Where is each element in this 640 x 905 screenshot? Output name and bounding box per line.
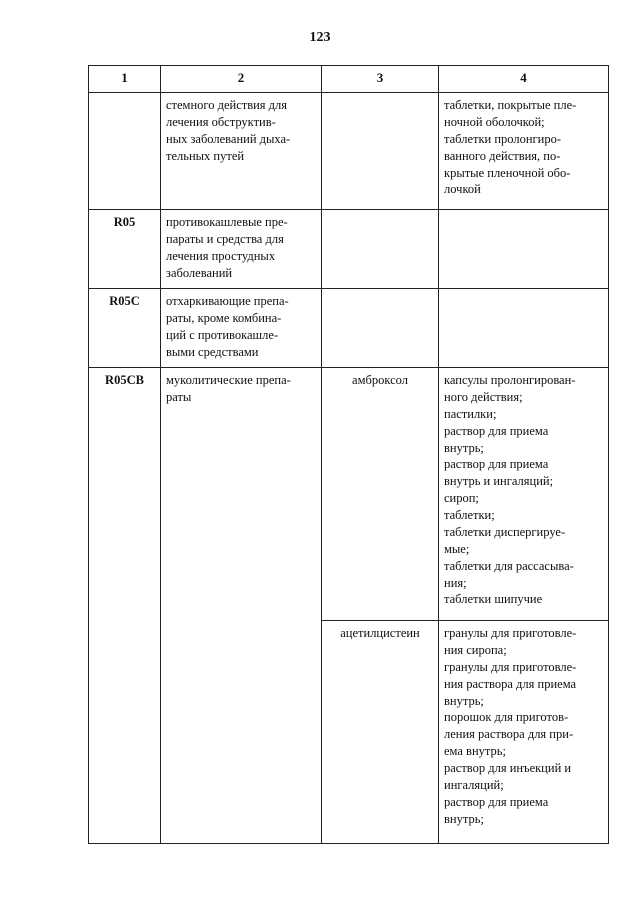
atc-code-cell: R05CB <box>89 368 161 844</box>
column-header-2: 2 <box>161 66 322 93</box>
group-name-cell <box>161 289 322 368</box>
cell-text-line: гранулы для приготовле- <box>444 626 577 640</box>
table-row-r05cb-ambroxol <box>89 368 609 621</box>
inn-cell: ацетилцистеин <box>322 621 439 844</box>
cell-text-line: раты, кроме комбина- <box>166 310 282 325</box>
table-row-continuation <box>89 93 609 210</box>
cell-text-line: ления раствора для при- <box>444 727 574 742</box>
cell-text-line: ема внутрь; <box>444 744 506 759</box>
cell-text-line: заболеваний <box>166 265 233 280</box>
cell-text-line: противокашлевые пре- <box>166 215 288 229</box>
cell-text-line: ния сиропа; <box>444 642 507 657</box>
cell-text-line: лечения обструктив- <box>166 114 276 129</box>
drug-table <box>88 65 609 844</box>
cell-text-line: ций с противокашле- <box>166 327 279 342</box>
cell-text-line: выми средствами <box>166 344 259 359</box>
cell-text-line: лочкой <box>444 182 481 197</box>
atc-code-cell <box>89 93 161 210</box>
cell-text-line: капсулы пролонгирован- <box>444 373 576 387</box>
cell-text-line: таблетки для рассасыва- <box>444 558 574 573</box>
dosage-forms-cell <box>439 93 609 210</box>
group-name-cell <box>161 210 322 289</box>
atc-code-cell: R05C <box>89 289 161 368</box>
cell-text-line: таблетки, покрытые пле- <box>444 98 577 112</box>
table-row-r05 <box>89 210 609 289</box>
cell-text-line: стемного действия для <box>166 98 288 112</box>
page-number: 123 <box>309 30 331 45</box>
column-header-3: 3 <box>322 66 439 93</box>
cell-text-line: таблетки шипучие <box>444 592 543 607</box>
inn-cell <box>322 210 439 289</box>
cell-text-line: ния раствора для приема <box>444 676 577 691</box>
cell-text-line: раствор для инъекций и <box>444 761 572 775</box>
atc-code-cell: R05 <box>89 210 161 289</box>
inn-cell: амброксол <box>322 368 439 621</box>
cell-text-line: таблетки пролонгиро- <box>444 131 562 146</box>
cell-text-line: сироп; <box>444 491 479 506</box>
cell-text-line: раствор для приема <box>444 423 549 438</box>
cell-text-line: ния; <box>444 575 467 590</box>
dosage-forms-cell <box>439 368 609 621</box>
cell-text-line: ного действия; <box>444 389 523 404</box>
cell-text-line: раствор для приема <box>444 457 549 472</box>
inn-cell <box>322 93 439 210</box>
table-row-r05c <box>89 289 609 368</box>
column-header-1: 1 <box>89 66 161 93</box>
cell-text-line: раты <box>166 389 192 404</box>
cell-text-line: внутрь и ингаляций; <box>444 474 554 489</box>
cell-text-line: раствор для приема <box>444 794 549 809</box>
dosage-forms-cell <box>439 621 609 844</box>
group-name-cell <box>161 93 322 210</box>
inn-cell <box>322 289 439 368</box>
cell-text-line: параты и средства для <box>166 231 284 246</box>
cell-text-line: внутрь; <box>444 440 484 455</box>
cell-text-line: таблетки; <box>444 508 495 522</box>
cell-text-line: муколитические препа- <box>166 373 291 387</box>
cell-text-line: порошок для приготов- <box>444 710 569 725</box>
cell-text-line: мые; <box>444 541 470 556</box>
cell-text-line: таблетки диспергируе- <box>444 524 566 539</box>
cell-text-line: гранулы для приготовле- <box>444 659 577 674</box>
cell-text-line: отхаркивающие препа- <box>166 294 289 308</box>
cell-text-line: ванного действия, по- <box>444 148 561 163</box>
table-header-row <box>89 66 609 93</box>
cell-text-line: крытые пленочной обо- <box>444 165 571 180</box>
dosage-forms-cell <box>439 289 609 368</box>
cell-text-line: ных заболеваний дыха- <box>166 131 291 146</box>
cell-text-line: ингаляций; <box>444 777 504 792</box>
cell-text-line: тельных путей <box>166 148 245 163</box>
dosage-forms-cell <box>439 210 609 289</box>
cell-text-line: внутрь; <box>444 811 484 826</box>
group-name-cell <box>161 368 322 844</box>
cell-text-line: лечения простудных <box>166 248 276 263</box>
cell-text-line: пастилки; <box>444 406 497 421</box>
cell-text-line: внутрь; <box>444 693 484 708</box>
cell-text-line: ночной оболочкой; <box>444 114 545 129</box>
column-header-4: 4 <box>439 66 609 93</box>
